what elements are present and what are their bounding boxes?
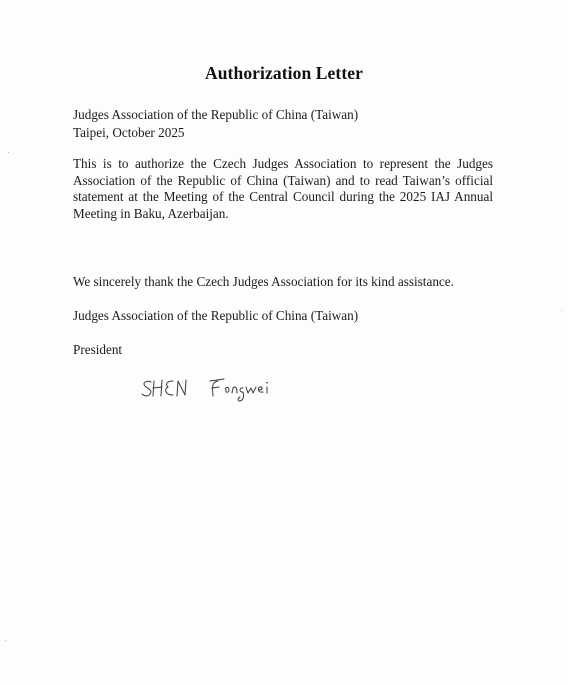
- place-date-line: Taipei, October 2025: [73, 125, 185, 140]
- scan-speck: [5, 640, 6, 641]
- thanks-line: We sincerely thank the Czech Judges Association for its kind assistance.: [73, 274, 454, 289]
- signatory-organization: Judges Association of the Republic of China (Taiwan): [73, 308, 359, 323]
- authorization-paragraph: This is to authorize the Czech Judges Association to represent the Judges Association of the Republic of China (Taiwan) and to read Taiwan’s official statement at the Meeting of the Central Council during the 2025 IAJ Annual Meeting in Baku, Azerbaijan.: [73, 156, 493, 221]
- signatory-title: President: [73, 342, 123, 357]
- handwritten-signature: [140, 372, 290, 412]
- sender-line: Judges Association of the Republic of China (Taiwan): [73, 107, 359, 122]
- letter-title: Authorization Letter: [204, 63, 363, 83]
- scan-speck: [8, 152, 9, 153]
- scan-speck: [561, 310, 562, 311]
